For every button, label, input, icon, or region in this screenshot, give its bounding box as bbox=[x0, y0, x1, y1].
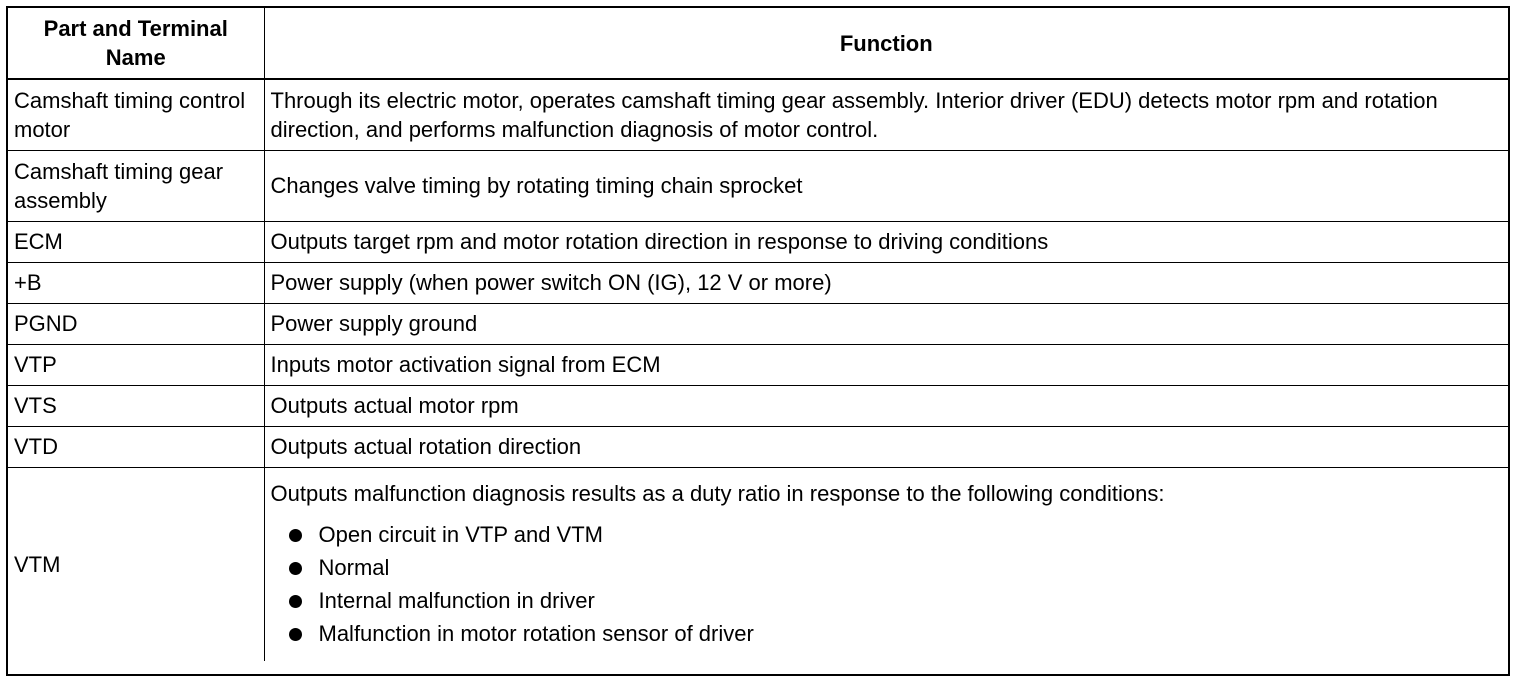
function-cell: Outputs actual motor rpm bbox=[264, 385, 1508, 426]
table-row bbox=[8, 344, 1508, 385]
part-name-cell: VTP bbox=[8, 344, 264, 385]
function-cell: Inputs motor activation signal from ECM bbox=[264, 344, 1508, 385]
part-name-cell: Camshaft timing gear assembly bbox=[8, 150, 264, 221]
function-cell: Outputs target rpm and motor rotation direction in response to driving conditions bbox=[264, 221, 1508, 262]
table-row bbox=[8, 79, 1508, 150]
header-part-name: Part and Terminal Name bbox=[8, 8, 264, 79]
part-name-cell: PGND bbox=[8, 303, 264, 344]
table-row bbox=[8, 221, 1508, 262]
list-item bbox=[285, 518, 1503, 551]
table-row bbox=[8, 426, 1508, 467]
function-intro: Outputs malfunction diagnosis results as a duty ratio in response to the following conditions: bbox=[270, 480, 1165, 506]
table-row bbox=[8, 467, 1508, 661]
table-row bbox=[8, 262, 1508, 303]
part-function-table-frame bbox=[6, 6, 1510, 676]
function-cell: Power supply (when power switch ON (IG), 12 V or more) bbox=[264, 262, 1508, 303]
header-function: Function bbox=[264, 8, 1508, 79]
list-item-text: Normal bbox=[318, 554, 390, 580]
bullet-dot-icon bbox=[289, 529, 302, 542]
bullet-dot-icon bbox=[289, 628, 302, 641]
list-item bbox=[285, 551, 1503, 584]
table-row bbox=[8, 303, 1508, 344]
function-cell: Power supply ground bbox=[264, 303, 1508, 344]
table-row bbox=[8, 150, 1508, 221]
list-item-text: Internal malfunction in driver bbox=[318, 587, 595, 613]
list-item-text: Open circuit in VTP and VTM bbox=[318, 521, 603, 547]
part-name-cell: ECM bbox=[8, 221, 264, 262]
list-item bbox=[285, 584, 1503, 617]
function-cell: Outputs actual rotation direction bbox=[264, 426, 1508, 467]
list-item-text: Malfunction in motor rotation sensor of driver bbox=[318, 620, 754, 646]
header-row bbox=[8, 8, 1508, 79]
bullet-dot-icon bbox=[289, 562, 302, 575]
function-cell: Changes valve timing by rotating timing chain sprocket bbox=[264, 150, 1508, 221]
table-row bbox=[8, 385, 1508, 426]
part-name-cell: VTS bbox=[8, 385, 264, 426]
list-item bbox=[285, 617, 1503, 650]
condition-list bbox=[271, 518, 1503, 650]
part-name-cell: VTD bbox=[8, 426, 264, 467]
function-cell bbox=[264, 467, 1508, 661]
part-name-cell: +B bbox=[8, 262, 264, 303]
part-name-cell: Camshaft timing control motor bbox=[8, 79, 264, 150]
function-cell: Through its electric motor, operates camshaft timing gear assembly. Interior driver (EDU) detects motor rpm and rotation direction, and performs malfunction diagnosis of motor control. bbox=[264, 79, 1508, 150]
bullet-dot-icon bbox=[289, 595, 302, 608]
part-function-table bbox=[8, 8, 1508, 661]
part-name-cell: VTM bbox=[8, 467, 264, 661]
